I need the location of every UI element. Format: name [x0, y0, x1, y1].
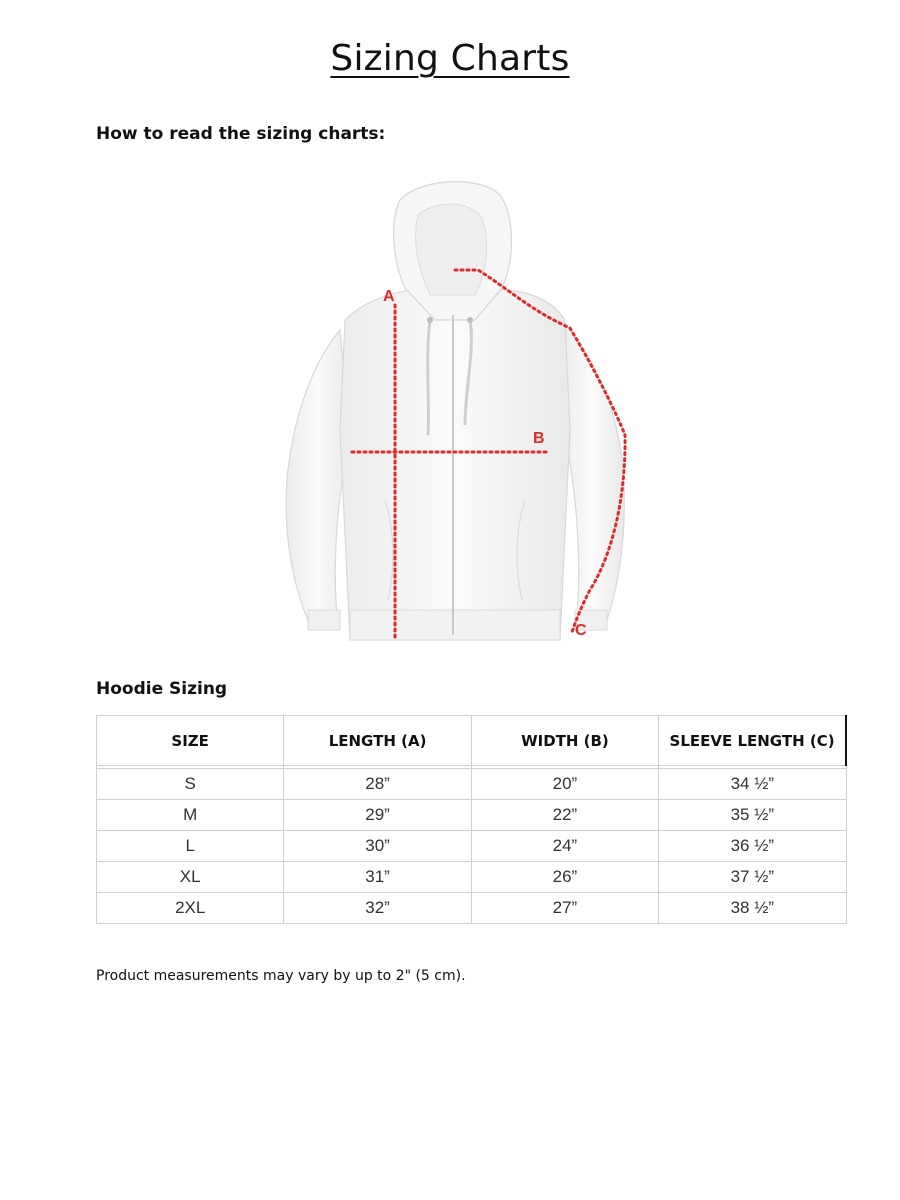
measure-label-c: C [575, 622, 587, 639]
width-cell: 27” [471, 893, 658, 924]
size-cell: XL [97, 862, 284, 893]
table-header-row [97, 716, 847, 766]
width-cell: 22” [471, 800, 658, 831]
length-cell: 30” [284, 831, 471, 862]
table-row [97, 831, 847, 862]
width-cell: 20” [471, 769, 658, 800]
hoodie-icon [270, 170, 650, 650]
width-cell: 26” [471, 862, 658, 893]
measurement-note: Product measurements may vary by up to 2" (5 cm). [96, 968, 466, 984]
sleeve-length-cell: 37 ½” [659, 862, 846, 893]
hoodie-sizing-table [96, 715, 847, 924]
length-cell: 32” [284, 893, 471, 924]
page-title: Sizing Charts [330, 38, 570, 79]
table-row [97, 893, 847, 924]
header-length: LENGTH (A) [284, 716, 471, 766]
size-cell: L [97, 831, 284, 862]
sleeve-length-cell: 34 ½” [659, 769, 846, 800]
header-size: SIZE [97, 716, 284, 766]
size-cell: S [97, 769, 284, 800]
length-cell: 28” [284, 769, 471, 800]
hoodie-measurement-diagram [270, 170, 650, 650]
hoodie-sizing-heading: Hoodie Sizing [96, 679, 228, 699]
table-row [97, 769, 847, 800]
size-cell: M [97, 800, 284, 831]
header-width: WIDTH (B) [471, 716, 658, 766]
table-row [97, 800, 847, 831]
table-row [97, 862, 847, 893]
how-to-read-heading: How to read the sizing charts: [96, 124, 386, 144]
sleeve-length-cell: 38 ½” [659, 893, 846, 924]
sleeve-length-cell: 35 ½” [659, 800, 846, 831]
sleeve-length-cell: 36 ½” [659, 831, 846, 862]
length-cell: 31” [284, 862, 471, 893]
measure-label-b: B [533, 430, 545, 447]
measure-label-a: A [383, 288, 395, 305]
size-cell: 2XL [97, 893, 284, 924]
length-cell: 29” [284, 800, 471, 831]
header-sleeve-length: SLEEVE LENGTH (C) [659, 716, 846, 766]
width-cell: 24” [471, 831, 658, 862]
